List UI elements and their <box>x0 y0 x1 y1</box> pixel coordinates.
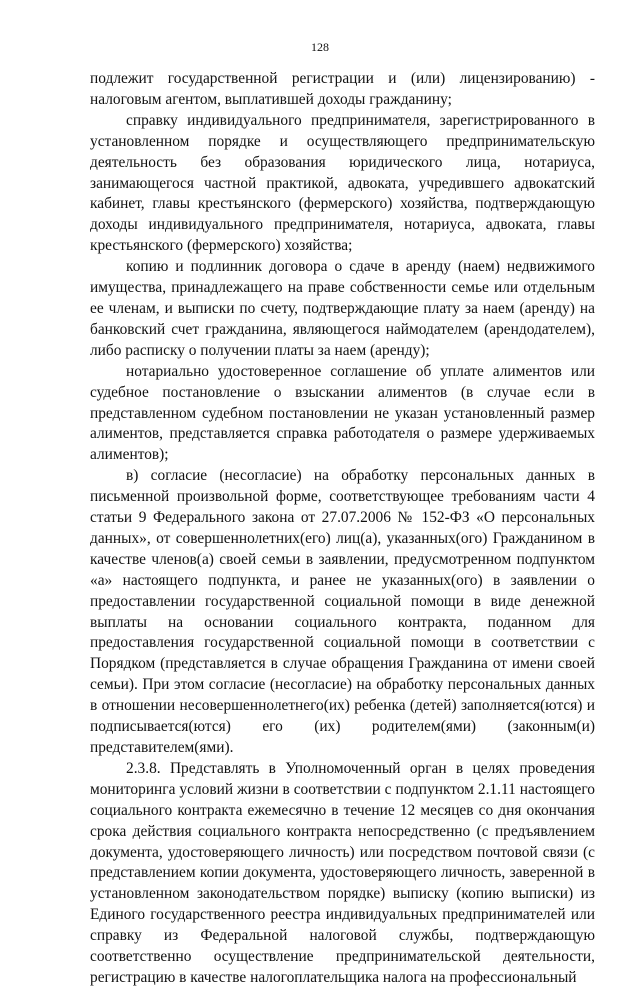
paragraph-continuation: подлежит государственной регистрации и (или) лицензированию) - налоговым агентом, выплатившей доходы гражданину; <box>90 70 595 108</box>
page-number: 128 <box>311 40 329 54</box>
paragraph-alimony-agreement: нотариально удостоверенное соглашение об уплате алиментов или судебное постановление о взыскании алиментов (в случае если в представленном судебном постановлении не указан установленный размер алиментов, представляется справка работодателя о размере удерживаемых алиментов); <box>90 362 595 464</box>
paragraph-2-3-8: 2.3.8. Представлять в Уполномоченный орган в целях проведения мониторинга условий жизни в соответствии с подпунктом 2.1.11 настоящего социального контракта ежемесячно в течение 12 месяцев со дня окончания срока действия социального контракта непосредственно (с предъявлением документа, удостоверяющего личность) или посредством почтовой связи (с представлением копии документа, удостоверяющего личность, заверенной в установленном законодательством порядке) выписку (копию выписки) из Единого государственного реестра индивидуальных предпринимателей или справку из Федеральной налоговой службы, подтверждающую соответственно осуществление предпринимательской деятельности, регистрацию в качестве налогоплательщика налога на профессиональный <box>90 759 595 986</box>
paragraph-lease-agreement: копию и подлинник договора о сдаче в аренду (наем) недвижимого имущества, принадлежащего на праве собственности семье или отдельным ее членам, и выписки по счету, подтверждающие плату за наем (аренду) на банковский счет гражданина, являющегося наймодателем (арендодателем), либо расписку о получении платы за наем (аренду); <box>90 258 595 359</box>
paragraph-personal-data-consent: в) согласие (несогласие) на обработку персональных данных в письменной произвольной форме, соответствующее требованиям части 4 статьи 9 Федерального закона от 27.07.2006 № 152-ФЗ «О персональных данных», от совершеннолетних(его) лиц(а), указанных(ого) Гражданином в качестве членов(а) своей семьи в заявлении, предусмотренном подпунктом «а» настоящего подпункта, и ранее не указанных(ого) в заявлении о предоставлении государственной социальной помощи в виде денежной выплаты на основании социального контракта, поданном для предоставления государственной социальной помощи в соответствии с Порядком (представляется в случае обращения Гражданина от имени своей семьи). При этом согласие (несогласие) на обработку персональных данных в отношении несовершеннолетнего(их) ребенка (детей) заполняется(ются) и подписывается(ются) его (их) родителем(ями) (законным(и) представителем(ями). <box>90 467 595 756</box>
document-body <box>90 69 595 989</box>
paragraph-entrepreneur-certificate: справку индивидуального предпринимателя, зарегистрированного в установленном порядке и осуществляющего предпринимательскую деятельность без образования юридического лица, нотариуса, занимающегося частной практикой, адвоката, учредившего адвокатский кабинет, главы крестьянского (фермерского) хозяйства, подтверждающую доходы индивидуального предпринимателя, нотариуса, адвоката, главы крестьянского (фермерского) хозяйства; <box>90 111 595 255</box>
